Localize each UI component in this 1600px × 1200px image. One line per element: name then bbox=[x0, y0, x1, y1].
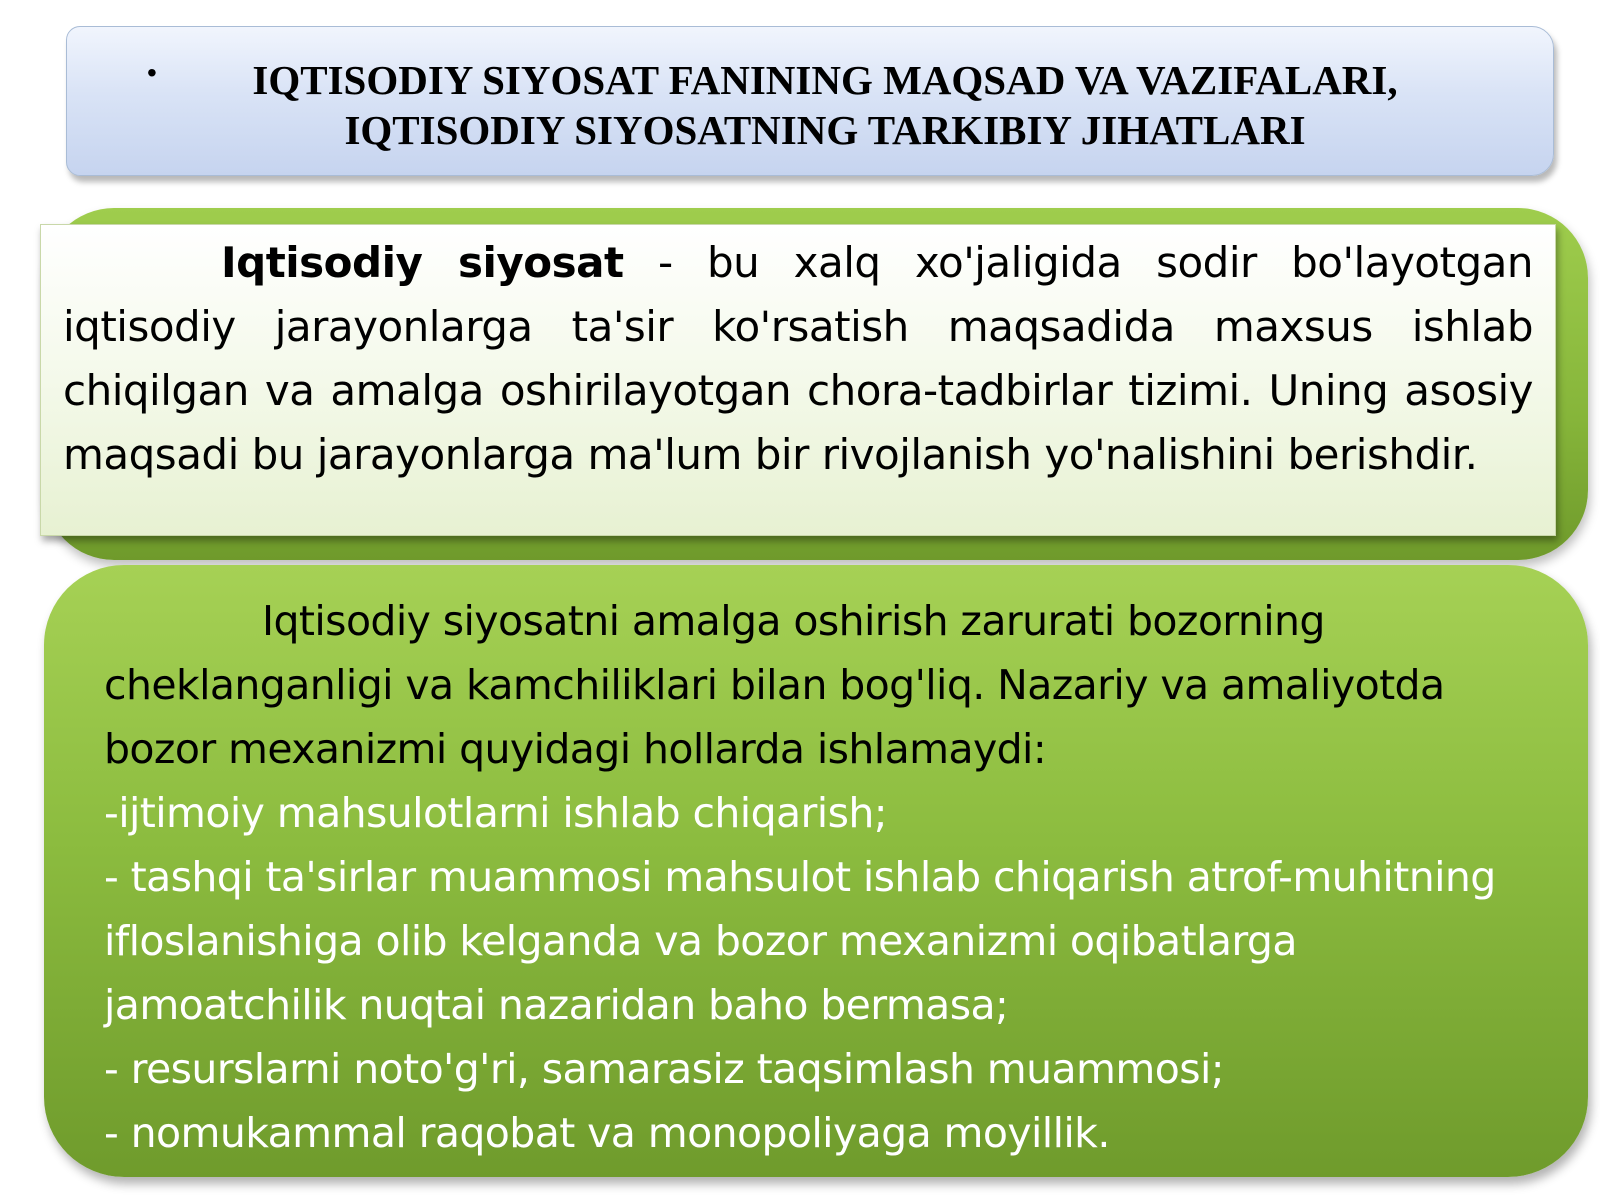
title-box bbox=[66, 26, 1554, 176]
list-item: - nomukammal raqobat va monopoliyaga moyillik. bbox=[104, 1109, 1110, 1157]
slide-title bbox=[137, 55, 1513, 155]
definition-body: - bu xalq xo'jaligida sodir bo'layotgan iqtisodiy jarayonlarga ta'sir ko'rsatish maqsadida maxsus ishlab chiqilgan va amalga oshirilayotgan chora-tadbirlar tizimi. Uning asosiy maqsadi bu jarayonlarga ma'lum bir rivojlanish yo'nalishini berishdir. bbox=[63, 238, 1533, 479]
necessity-text bbox=[104, 589, 1532, 1165]
necessity-box bbox=[44, 565, 1588, 1177]
list-item: - resurslarni noto'g'ri, samarasiz taqsimlash muammosi; bbox=[104, 1045, 1224, 1093]
list-item: -ijtimoiy mahsulotlarni ishlab chiqarish; bbox=[104, 789, 887, 837]
title-line-2: IQTISODIY SIYOSATNING TARKIBIY JIHATLARI bbox=[344, 107, 1306, 153]
definition-box bbox=[40, 224, 1556, 536]
definition-text bbox=[63, 231, 1533, 487]
necessity-intro-text: Iqtisodiy siyosatni amalga oshirish zarurati bozorning cheklanganligi va kamchiliklari bilan bog'liq. Nazariy va amaliyotda bozor mexanizmi quyidagi hollarda ishlamaydi: bbox=[104, 597, 1445, 773]
title-line-1: IQTISODIY SIYOSAT FANINING MAQSAD VA VAZIFALARI, bbox=[252, 57, 1398, 103]
definition-term: Iqtisodiy siyosat bbox=[221, 238, 624, 287]
necessity-intro bbox=[104, 589, 1532, 781]
list-item: - tashqi ta'sirlar muammosi mahsulot ishlab chiqarish atrof-muhitning ifloslanishiga olib kelganda va bozor mexanizmi oqibatlarga jamoatchilik nuqtai nazaridan baho bermasa; bbox=[104, 853, 1496, 1029]
title-bullet: • bbox=[147, 57, 157, 88]
